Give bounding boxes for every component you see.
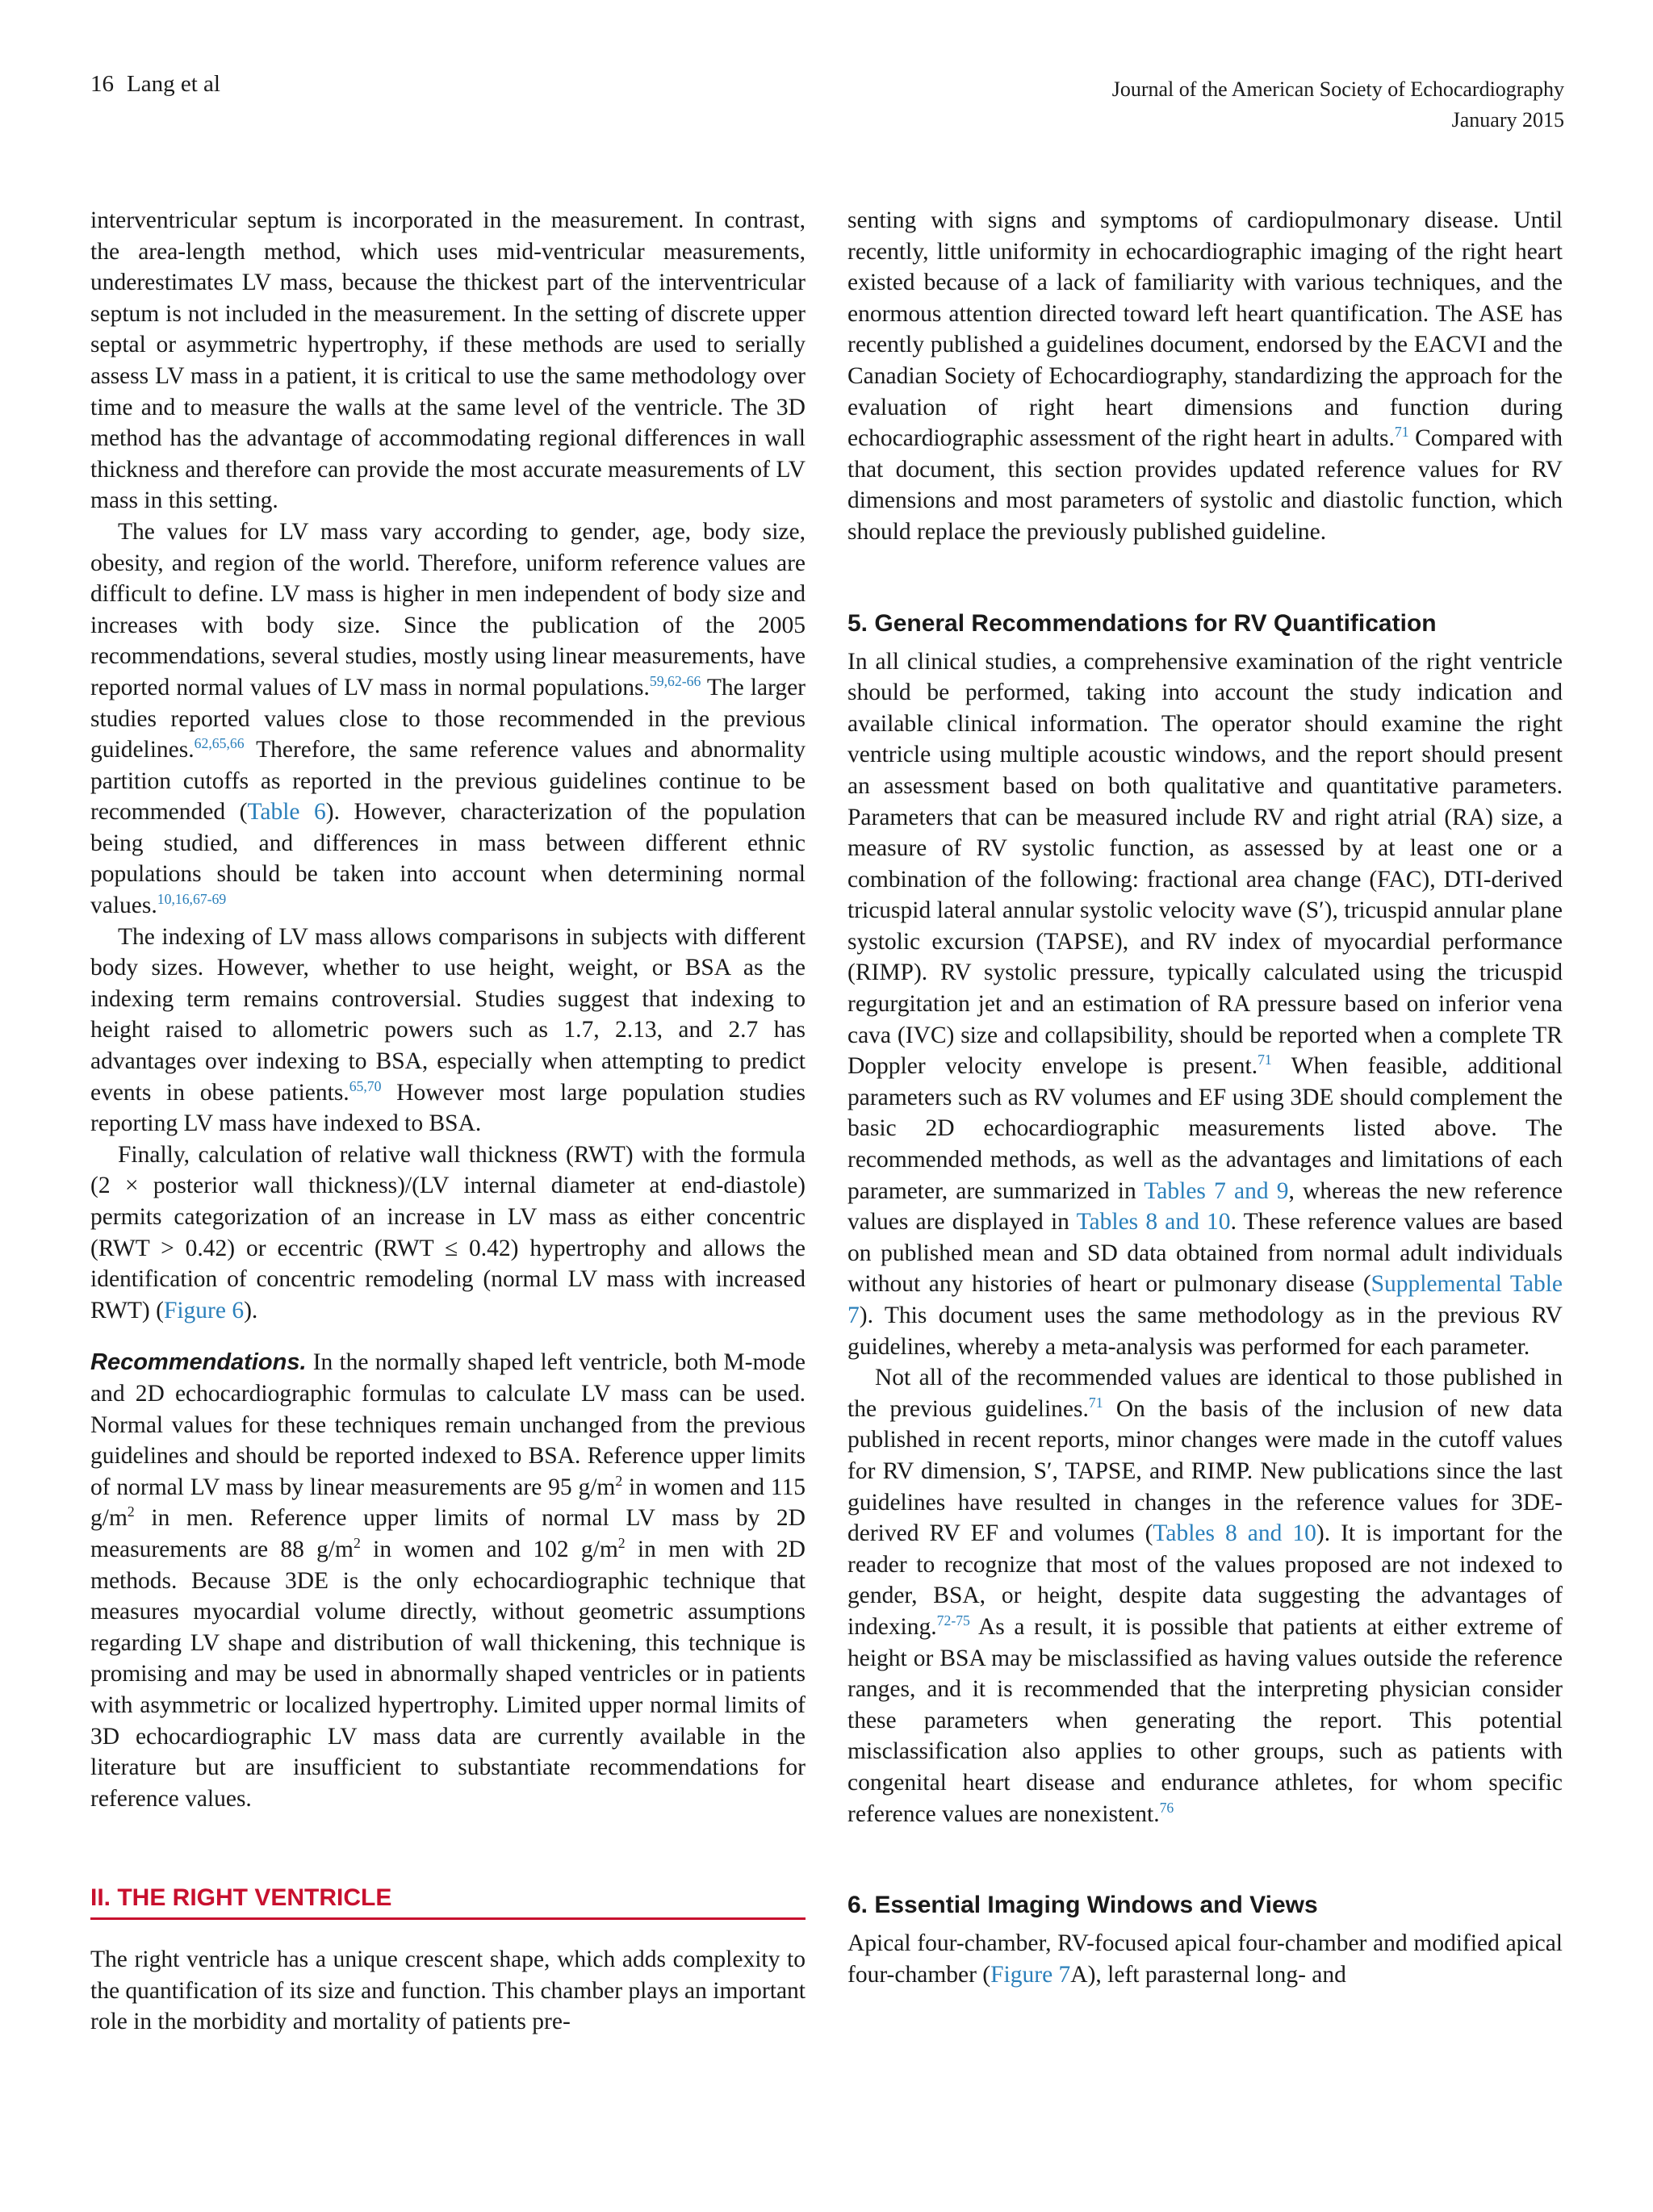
journal-issue: January 2015 [1451,108,1564,132]
citation-ref[interactable]: 71 [1258,1052,1272,1068]
paragraph-lv-mass-methods: interventricular septum is incorporated in the measurement. In contrast, the area-length method, which uses mid-ventricular measurements, underestimates LV mass, because the thickest part of the interventricular septum is not included in the measurement. In the setting of discrete upper septal or asymmetric hypertrophy, if these methods are used to serially assess LV mass in a patient, it is critical to use the same methodology over time and to measure the walls at the same level of the ventricle. The 3D method has the advantage of accommodating regional differences in wall thickness and therefore can provide the most accurate measurements of LV mass in this setting. [90,207,806,514]
running-header-right [1112,74,1564,136]
link-supplemental-table-7[interactable]: Supplemental Table 7 [847,1271,1563,1328]
citation-ref[interactable]: 65,70 [349,1077,382,1094]
paragraph-rv-intro-continued: senting with signs and symptoms of cardiopulmonary disease. Until recently, little uniformity in echocardiographic imaging of the right heart existed because of a lack of familiarity with various techniques, and the enormous attention directed toward left heart quantification. The ASE has recently published a guidelines document, endorsed by the EACVI and the Canadian Society of Echocardiography, standardizing the approach for the evaluation of right heart dimensions and function during echocardiographic assessment of the right heart in adults.$^{71}$ Compared with that document, this section provides updated reference values for RV dimensions and most parameters of systolic and diastolic function, which should replace the previously published guideline. [847,207,1563,545]
citation-ref[interactable]: 76 [1159,1799,1174,1816]
paragraph-rv-general-recommendations: In all clinical studies, a comprehensive examination of the right ventricle should be performed, taking into account the study indication and available clinical information. The operator should examine the right ventricle using multiple acoustic windows, and the report should present an assessment based on both qualitative and quantitative parameters. Parameters that can be measured include RV and right atrial (RA) size, a measure of RV systolic function, as assessed by at least one or a combination of the following: fractional area change (FAC), DTI-derived tricuspid lateral annular systolic velocity wave (S′), tricuspid annular plane systolic excursion (TAPSE), and RV index of myocardial performance (RIMP). RV systolic pressure, typically calculated using the tricuspid regurgitation jet and an estimation of RA pressure based on inferior vena cava (IVC) size and collapsibility, should be reported when a complete TR Doppler velocity envelope is present.$^{71}$ When feasible, additional parameters such as RV volumes and EF using 3DE should complement the basic 2D echocardiographic measurements listed above. The recommended methods, as well as the advantages and limitations of each parameter, are summarized in Tables 7 and 9, whereas the new reference values are displayed in Tables 8 and 10. These reference values are based on published mean and SD data obtained from normal adult individuals without any histories of heart or pulmonary disease (Supplemental Table 7). This document uses the same methodology as in the previous RV guidelines, whereby a meta-analysis was performed for each parameter. [847,648,1563,1360]
part-heading-right-ventricle: II. THE RIGHT VENTRICLE [90,1882,806,1920]
link-figure-7[interactable]: Figure 7 [990,1961,1071,1988]
link-table-6[interactable]: Table 6 [247,799,326,826]
section-heading-6: 6. Essential Imaging Windows and Views [847,1892,1318,1919]
author-label: Lang et al [127,71,220,97]
paragraph-reference-values: Not all of the recommended values are identical to those published in the previous guidelines.$^{71}$ On the basis of the inclusion of new data published in recent reports, minor changes were made in the cutoff values for RV dimension, S′, TAPSE, and RIMP. New publications since the last guidelines have resulted in changes in the reference values for 3DE-derived RV EF and volumes (Tables 8 and 10). It is important for the reader to recognize that most of the values proposed are not indexed to gender, BSA, or height, despite data suggesting the advantages of indexing.$^{72-75}$ As a result, it is possible that patients at either extreme of height or BSA may be misclassified as having values outside the reference ranges, and it is recommended that the interpreting physician consider these parameters when generating the report. This potential misclassification also applies to other groups, such as patients with congenital heart disease and endurance athletes, for whom specific reference values are nonexistent.$^{76}$ [847,1365,1563,1827]
paragraph-lv-mass-indexing: The indexing of LV mass allows comparisons in subjects with different body sizes. However, whether to use height, weight, or BSA as the indexing term remains controversial. Studies suggest that indexing to height raised to allometric powers such as 1.7, 2.13, and 2.7 has advantages over indexing to BSA, especially when attempting to predict events in obese patients.$^{65,70}$ However most large population studies reporting LV mass have indexed to BSA. [90,923,806,1137]
link-tables-8-and-10[interactable]: Tables 8 and 10 [1153,1520,1316,1547]
paragraph-rv-intro: The right ventricle has a unique crescent shape, which adds complexity to the quantification of its size and function. This chamber plays an important role in the morbidity and mortality of patients pre- [90,1946,806,2035]
paragraph-recommendations: Recommendations. In the normally shaped left ventricle, both M-mode and 2D echocardiographic formulas to calculate LV mass can be used. Normal values for these techniques remain unchanged from the previous guidelines and should be reported indexed to BSA. Reference upper limits of normal LV mass by linear measurements are 95 $g/m^2$ in women and 115 $g/m^2$ in men. Reference upper limits of normal LV mass by 2D measurements are 88 $g/m^2$ in women and 102 $g/m^2$ in men with 2D methods. Because 3DE is the only echocardiographic technique that measures myocardial volume directly, without geometric assumptions regarding LV shape and distribution of wall thickening, this technique is promising and may be used in abnormally shaped ventricles or in patients with asymmetric or localized hypertrophy. Limited upper normal limits of 3D echocardiographic LV mass data are currently available in the literature but are insufficient to substantiate recommendations for reference values. [90,1349,806,1812]
left-column [90,205,806,2038]
citation-ref[interactable]: 72-75 [936,1612,970,1629]
page-number: 16 [90,71,114,97]
link-figure-6[interactable]: Figure 6 [163,1297,245,1323]
link-tables-7-and-9[interactable]: Tables 7 and 9 [1144,1177,1289,1204]
paragraph-rwt: Finally, calculation of relative wall thickness (RWT) with the formula (2 × posterior wall thickness)/(LV internal diameter at end-diastole) permits categorization of an increase in LV mass as either concentric (RWT > 0.42) or eccentric (RWT ≤ 0.42) hypertrophy and allows the identification of concentric remodeling (normal LV mass with increased RWT) (Figure 6). [90,1141,806,1323]
right-column [847,205,1563,1990]
citation-ref[interactable]: 10,16,67-69 [157,891,227,908]
running-header-left [90,71,220,98]
citation-ref[interactable]: 59,62-66 [649,673,701,690]
link-tables-8-and-10[interactable]: Tables 8 and 10 [1076,1209,1231,1236]
recommendations-heading: Recommendations. [90,1349,307,1376]
section-heading-5: 5. General Recommendations for RV Quantification [847,609,1437,637]
citation-ref[interactable]: 71 [1394,424,1409,441]
journal-title: Journal of the American Society of Echocardiography [1111,77,1564,101]
citation-ref[interactable]: 62,65,66 [194,735,245,752]
citation-ref[interactable]: 71 [1088,1394,1103,1411]
paragraph-lv-mass-values: The values for LV mass vary according to gender, age, body size, obesity, and region of the world. Therefore, uniform reference values are difficult to define. LV mass is higher in men independent of body size and increases with body size. Since the publication of the 2005 recommendations, several studies, mostly using linear measurements, have reported normal values of LV mass in normal populations.$^{59,62-66}$ The larger studies reported values close to those recommended in the previous guidelines.$^{62,65,66}$ Therefore, the same reference values and abnormality partition cutoffs as reported in the previous guidelines continue to be recommended (Table 6). However, characterization of the population being studied, and differences in mass between different ethnic populations should be taken into account when determining normal values.$^{10,16,67-69}$ [90,518,806,919]
paragraph-imaging-windows: Apical four-chamber, RV-focused apical four-chamber and modified apical four-chamber (Figure 7A), left parasternal long- and [847,1930,1563,1988]
